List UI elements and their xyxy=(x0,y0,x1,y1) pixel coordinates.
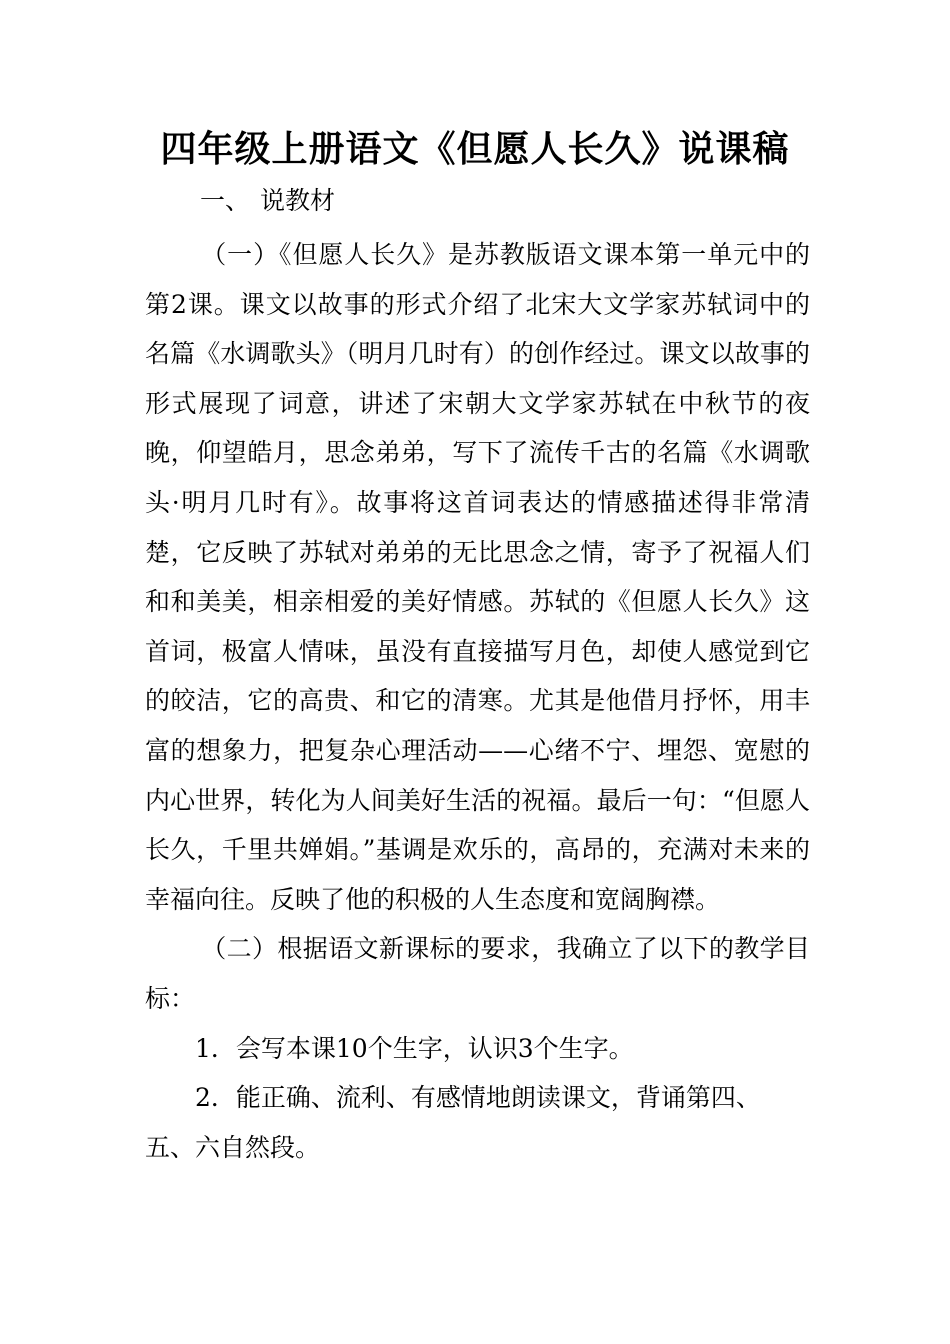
goal-item: 2．能正确、流利、有感情地朗读课文，背诵第四、五、六自然段。 xyxy=(145,1083,761,1162)
section-heading xyxy=(200,178,335,224)
document-body xyxy=(145,230,810,1172)
paragraph-teaching-goals-intro: （二）根据语文新课标的要求，我确立了以下的教学目标： xyxy=(145,934,810,1013)
section-number: 一、 xyxy=(200,186,251,215)
goal-item: 1．会写本课10个生字，认识3个生字。 xyxy=(195,1033,634,1063)
document-title: 四年级上册语文《但愿人长久》说课稿 xyxy=(160,129,790,170)
section-label: 说教材 xyxy=(260,186,336,215)
paragraph-textbook-analysis: （一）《但愿人长久》是苏教版语文课本第一单元中的第2课。课文以故事的形式介绍了北宋大文学家苏轼词中的名篇《水调歌头》（明月几时有）的创作经过。课文以故事的形式展现了词意，讲述了宋朝大文学家苏轼在中秋节的夜晚，仰望皓月，思念弟弟，写下了流传千古的名篇《水调歌头·明月几时有》。故事将这首词表达的情感描述得非常清楚，它反映了苏轼对弟弟的无比思念之情，寄予了祝福人们和和美美，相亲相爱的美好情感。苏轼的《但愿人长久》这首词，极富人情味，虽没有直接描写月色，却使人感觉到它的皎洁，它的高贵、和它的清寒。尤其是他借月抒怀，用丰富的想象力，把复杂心理活动——心绪不宁、埋怨、宽慰的内心世界，转化为人间美好生活的祝福。最后一句：“但愿人长久，千里共婵娟。”基调是欢乐的，高昂的，充满对未来的幸福向往。反映了他的积极的人生态度和宽阔胸襟。 xyxy=(145,240,810,914)
